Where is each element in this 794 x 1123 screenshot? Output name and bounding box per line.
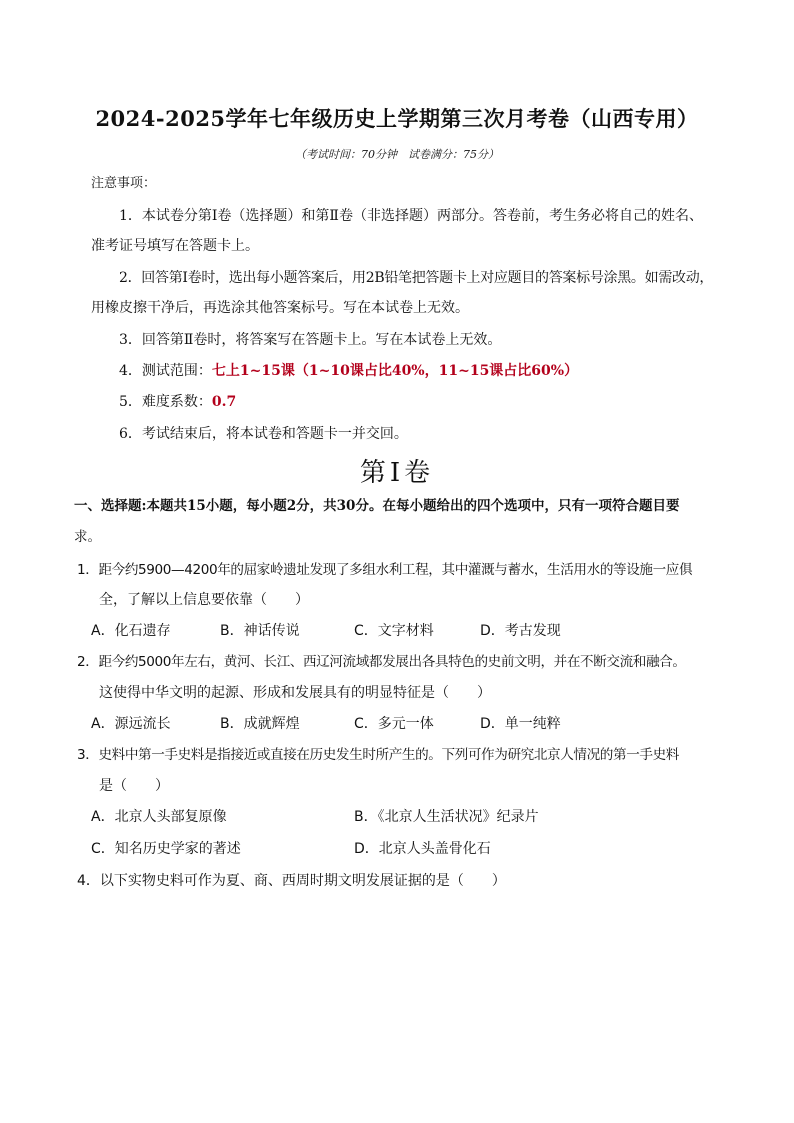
question-3-stem-line-1: 3．史料中第一手史料是指接近或直接在历史发生时所产生的。下列可作为研究北京人情况的第一手史料 xyxy=(77,747,679,763)
question-1-option-a[interactable]: A．化石遗存 xyxy=(91,623,171,639)
question-1-option-d[interactable]: D．考古发现 xyxy=(480,623,561,639)
notice-item-4-label: 4．测试范围： xyxy=(119,363,212,379)
notice-item-6: 6．考试结束后，将本试卷和答题卡一并交回。 xyxy=(119,426,408,442)
section-title: 第Ⅰ卷 xyxy=(359,458,435,488)
question-2-option-b[interactable]: B．成就辉煌 xyxy=(220,716,300,732)
notice-item-4 xyxy=(119,361,578,381)
test-scope: 七上1~15课（1~10课占比40%，11~15课占比60%） xyxy=(211,363,579,379)
section-intro-line-2: 求。 xyxy=(74,529,101,545)
question-4-stem: 4．以下实物史料可作为夏、商、西周时期文明发展证据的是（ ） xyxy=(77,873,506,889)
question-3-stem-line-2: 是（ ） xyxy=(99,778,169,794)
question-2-stem-line-1: 2．距今约5000年左右，黄河、长江、西辽河流域都发展出各具特色的史前文明，并在不断交流和融合。 xyxy=(77,654,686,670)
question-3-option-b[interactable]: B．《北京人生活状况》纪录片 xyxy=(354,809,539,825)
question-1-stem-line-2: 全，了解以上信息要依靠（ ） xyxy=(99,592,309,608)
question-3-option-c[interactable]: C．知名历史学家的著述 xyxy=(91,841,241,857)
section-rule-emph-1: 四个 xyxy=(476,498,504,514)
question-1-option-b[interactable]: B．神话传说 xyxy=(220,623,300,639)
notice-item-5 xyxy=(119,392,236,412)
section-label: 一、选择题: xyxy=(74,498,147,514)
difficulty-value: 0.7 xyxy=(211,394,237,410)
question-2-option-a[interactable]: A．源远流长 xyxy=(91,716,171,732)
notice-item-2-line-2: 用橡皮擦干净后，再选涂其他答案标号。写在本试卷上无效。 xyxy=(91,300,469,316)
question-2-option-c[interactable]: C．多元一体 xyxy=(354,716,434,732)
notice-item-1-line-2: 准考证号填写在答题卡上。 xyxy=(91,238,259,254)
notice-item-1-line-1: 1．本试卷分第Ⅰ卷（选择题）和第Ⅱ卷（非选择题）两部分。答卷前，考生务必将自己的姓名、 xyxy=(119,208,703,224)
notice-item-5-label: 5．难度系数： xyxy=(119,394,212,410)
page-title: 2024-2025学年七年级历史上学期第三次月考卷（山西专用） xyxy=(95,106,699,131)
notice-heading: 注意事项： xyxy=(91,176,157,191)
question-3-option-d[interactable]: D．北京人头盖骨化石 xyxy=(354,841,491,857)
question-1-stem-line-1: 1．距今约5900—4200年的屈家岭遗址发现了多组水利工程，其中灌溉与蓄水，生活用水的等设施一应俱 xyxy=(77,562,693,578)
section-rule-emph-2: 中 xyxy=(530,498,545,514)
question-2-stem-line-2: 这使得中华文明的起源、形成和发展具有的明显特征是（ ） xyxy=(99,685,491,701)
section-rule: 本题共15小题，每小题2分，共30分。在每小题给出的 xyxy=(146,498,477,514)
exam-info: （考试时间：70分钟 试卷满分：75分） xyxy=(295,148,499,161)
section-intro-line-1 xyxy=(74,496,679,516)
section-rule-part-3: ，只有一项符合题目要 xyxy=(544,498,680,514)
question-1-option-c[interactable]: C．文字材料 xyxy=(354,623,434,639)
notice-item-3: 3．回答第Ⅱ卷时，将答案写在答题卡上。写在本试卷上无效。 xyxy=(119,332,502,348)
section-rule-part-2: 选项 xyxy=(503,498,531,514)
question-3-option-a[interactable]: A．北京人头部复原像 xyxy=(91,809,227,825)
notice-item-2-line-1: 2．回答第Ⅰ卷时，选出每小题答案后，用2B铅笔把答题卡上对应题目的答案标号涂黑。如需改动， xyxy=(119,270,714,286)
question-2-option-d[interactable]: D．单一纯粹 xyxy=(480,716,561,732)
